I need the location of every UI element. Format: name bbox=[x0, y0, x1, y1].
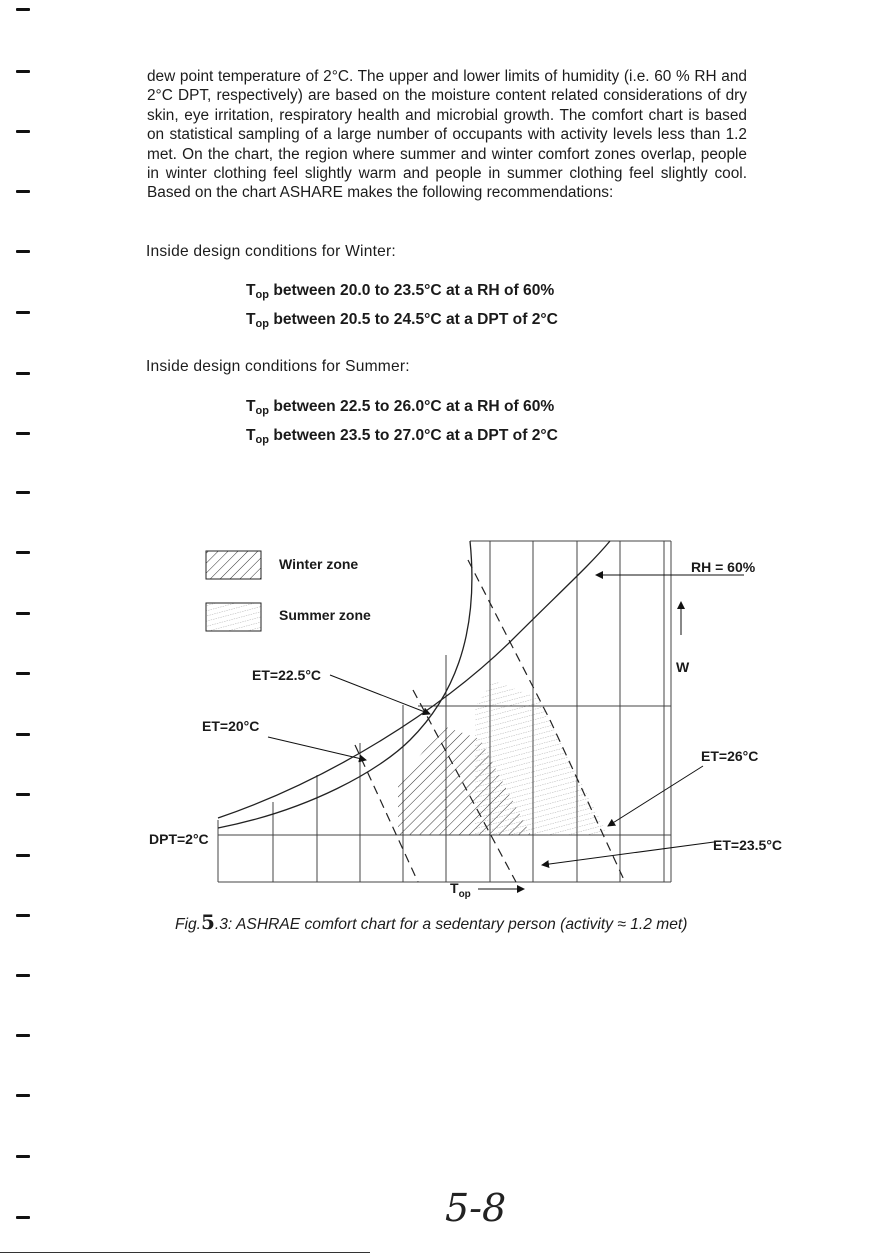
legend-winter-label: Winter zone bbox=[279, 556, 359, 572]
binder-mark bbox=[16, 1155, 30, 1158]
w-axis-label: W bbox=[676, 659, 690, 675]
legend-summer-label: Summer zone bbox=[279, 607, 371, 623]
binder-mark bbox=[16, 372, 30, 375]
et-23-5-label: ET=23.5°C bbox=[713, 837, 783, 853]
binder-mark bbox=[16, 491, 30, 494]
binder-mark bbox=[16, 551, 30, 554]
binder-mark bbox=[16, 250, 30, 253]
binder-mark bbox=[16, 130, 30, 133]
summer-zone-area bbox=[475, 680, 608, 835]
summer-condition-1: $T_{op}$ between 22.5 to 26.0°C at a RH of 60% bbox=[246, 398, 555, 417]
binder-mark bbox=[16, 311, 30, 314]
binder-mark bbox=[16, 733, 30, 736]
binder-mark bbox=[16, 1034, 30, 1037]
ashrae-comfort-chart bbox=[140, 530, 800, 900]
binder-mark bbox=[16, 190, 30, 193]
binder-mark bbox=[16, 1094, 30, 1097]
body-paragraph: dew point temperature of 2°C. The upper and lower limits of humidity (i.e. 60 % RH and 2°C DPT, respectively) are based on the moisture content related considerations of dry skin, eye irritation, respiratory health and microbial growth. The comfort chart is based on statistical sampling of a large number of occupants with activity levels less than 1.2 met. On the chart, the region where summer and winter comfort zones overlap, people in winter clothing feel slightly warm and people in summer clothing feel slightly cool. Based on the chart ASHARE makes the following recommendations: bbox=[147, 68, 747, 202]
page-number: 5-8 bbox=[445, 1186, 507, 1230]
figure-caption: Fig.5.3: ASHRAE comfort chart for a sedentary person (activity ≈ 1.2 met) bbox=[175, 910, 688, 934]
winter-condition-1: $T_{op}$ between 20.0 to 23.5°C at a RH of 60% bbox=[246, 282, 555, 301]
legend-winter-swatch bbox=[206, 551, 261, 579]
binder-mark bbox=[16, 8, 30, 11]
et-22-5-label: ET=22.5°C bbox=[252, 667, 322, 683]
winter-heading: Inside design conditions for Winter: bbox=[146, 243, 396, 260]
top-axis-label: $T_{op}$ bbox=[450, 880, 471, 900]
binder-mark bbox=[16, 70, 30, 73]
binder-mark bbox=[16, 974, 30, 977]
et-20-label: ET=20°C bbox=[202, 718, 260, 734]
binder-mark bbox=[16, 672, 30, 675]
binder-mark bbox=[16, 612, 30, 615]
binder-mark bbox=[16, 1216, 30, 1219]
binder-marks bbox=[16, 0, 32, 1257]
winter-condition-2: $T_{op}$ between 20.5 to 24.5°C at a DPT of 2°C bbox=[246, 311, 558, 330]
binder-mark bbox=[16, 914, 30, 917]
rh-60-label: RH = 60% bbox=[691, 559, 756, 575]
binder-mark bbox=[16, 854, 30, 857]
et-26-label: ET=26°C bbox=[701, 748, 759, 764]
binder-mark bbox=[16, 793, 30, 796]
bottom-rule bbox=[0, 1252, 370, 1253]
binder-mark bbox=[16, 432, 30, 435]
legend-summer-swatch bbox=[206, 603, 261, 631]
dpt-2-label: DPT=2°C bbox=[149, 831, 209, 847]
summer-heading: Inside design conditions for Summer: bbox=[146, 358, 410, 375]
summer-condition-2: $T_{op}$ between 23.5 to 27.0°C at a DPT of 2°C bbox=[246, 427, 558, 446]
